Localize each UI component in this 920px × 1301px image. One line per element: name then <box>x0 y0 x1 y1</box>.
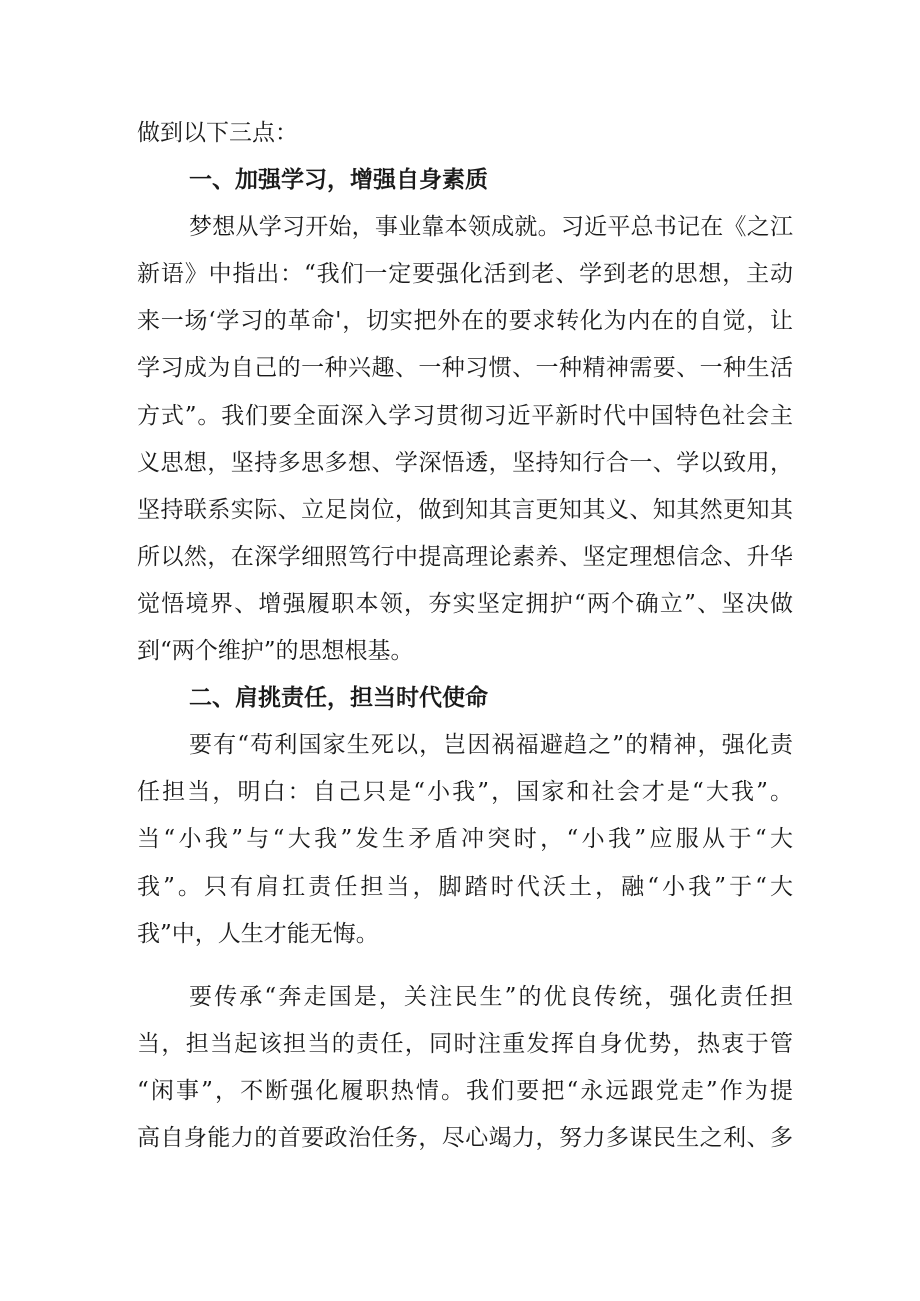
text-line: 要传承“奔走国是，关注民生”的优良传统，强化责任担 <box>189 983 793 1010</box>
text-line: 学习成为自己的一种兴趣、一种习惯、一种精神需要、一种生活 <box>137 355 793 382</box>
text-line: 坚持联系实际、立足岗位，做到知其言更知其义、知其然更知其 <box>137 496 793 523</box>
text-line: 我”中，人生才能无悔。 <box>137 920 379 947</box>
text-line: 义思想，坚持多思多想、学深悟透，坚持知行合一、学以致用， <box>137 449 793 476</box>
text-line: 所以然，在深学细照笃行中提高理论素养、坚定理想信念、升华 <box>137 543 793 570</box>
text-line: 任担当，明白：自己只是“小我”，国家和社会才是“大我”。 <box>137 779 793 806</box>
text-line: 做到以下三点： <box>137 120 298 146</box>
text-line: 新语》中指出：“我们一定要强化活到老、学到老的思想，主动 <box>137 261 793 288</box>
text-line: 高自身能力的首要政治任务，尽心竭力，努力多谋民生之利、多 <box>137 1124 793 1151</box>
section-heading: 二、肩挑责任，担当时代使命 <box>189 685 488 712</box>
text-line: 来一场‘学习的革命'，切实把外在的要求转化为内在的自觉，让 <box>137 308 793 335</box>
text-line: 我”。只有肩扛责任担当，脚踏时代沃土，融“小我”于“大 <box>137 873 793 900</box>
paragraph-gap <box>137 958 793 974</box>
text-line: 到“两个维护”的思想根基。 <box>137 638 414 665</box>
text-line: 梦想从学习开始，事业靠本领成就。习近平总书记在《之江 <box>189 214 793 241</box>
text-line: “闲事”，不断强化履职热情。我们要把“永远跟党走”作为提 <box>137 1077 793 1104</box>
text-line: 方式”。我们要全面深入学习贯彻习近平新时代中国特色社会主 <box>137 402 793 429</box>
text-line: 当“小我”与“大我”发生矛盾冲突时，“小我”应服从于“大 <box>137 826 793 853</box>
text-line: 要有“苟利国家生死以，岂因祸福避趋之”的精神，强化责 <box>189 732 793 759</box>
document-body <box>137 110 793 1162</box>
section-heading: 一、加强学习，增强自身素质 <box>189 167 488 194</box>
text-line: 觉悟境界、增强履职本领，夯实坚定拥护“两个确立”、坚决做 <box>137 590 793 617</box>
text-line: 当，担当起该担当的责任，同时注重发挥自身优势，热衷于管 <box>137 1030 793 1057</box>
